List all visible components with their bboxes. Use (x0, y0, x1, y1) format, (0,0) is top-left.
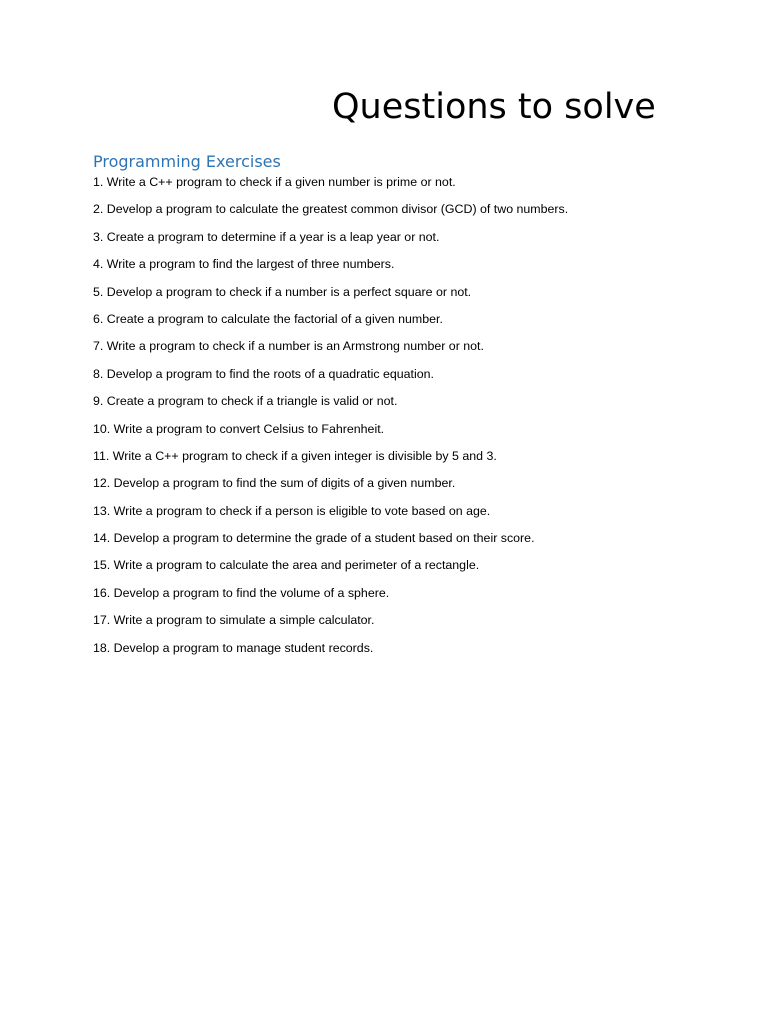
section-heading: Programming Exercises (93, 152, 281, 171)
exercise-item: 12. Develop a program to find the sum of digits of a given number. (93, 476, 456, 491)
exercise-item: 8. Develop a program to find the roots of a quadratic equation. (93, 366, 434, 381)
exercise-item: 7. Write a program to check if a number is an Armstrong number or not. (93, 339, 484, 354)
exercise-item: 13. Write a program to check if a person is eligible to vote based on age. (93, 503, 491, 518)
exercise-item: 10. Write a program to convert Celsius to Fahrenheit. (93, 421, 385, 436)
exercise-item: 5. Develop a program to check if a number is a perfect square or not. (93, 284, 472, 299)
exercise-item: 9. Create a program to check if a triangle is valid or not. (93, 394, 398, 409)
exercise-item: 3. Create a program to determine if a year is a leap year or not. (93, 229, 440, 244)
document-title: Questions to solve (332, 87, 656, 127)
exercise-item: 17. Write a program to simulate a simple calculator. (93, 613, 375, 628)
exercise-item: 2. Develop a program to calculate the greatest common divisor (GCD) of two numbers. (93, 202, 569, 217)
exercise-item: 1. Write a C++ program to check if a given number is prime or not. (93, 175, 456, 189)
exercise-list (93, 173, 568, 666)
exercise-item: 6. Create a program to calculate the factorial of a given number. (93, 311, 443, 326)
exercise-item: 14. Develop a program to determine the grade of a student based on their score. (93, 531, 535, 546)
exercise-item: 16. Develop a program to find the volume of a sphere. (93, 585, 390, 600)
exercise-item: 4. Write a program to find the largest of three numbers. (93, 257, 395, 272)
exercise-item: 15. Write a program to calculate the area and perimeter of a rectangle. (93, 558, 480, 573)
exercise-item: 11. Write a C++ program to check if a given integer is divisible by 5 and 3. (93, 448, 497, 463)
exercise-item: 18. Develop a program to manage student records. (93, 640, 374, 655)
